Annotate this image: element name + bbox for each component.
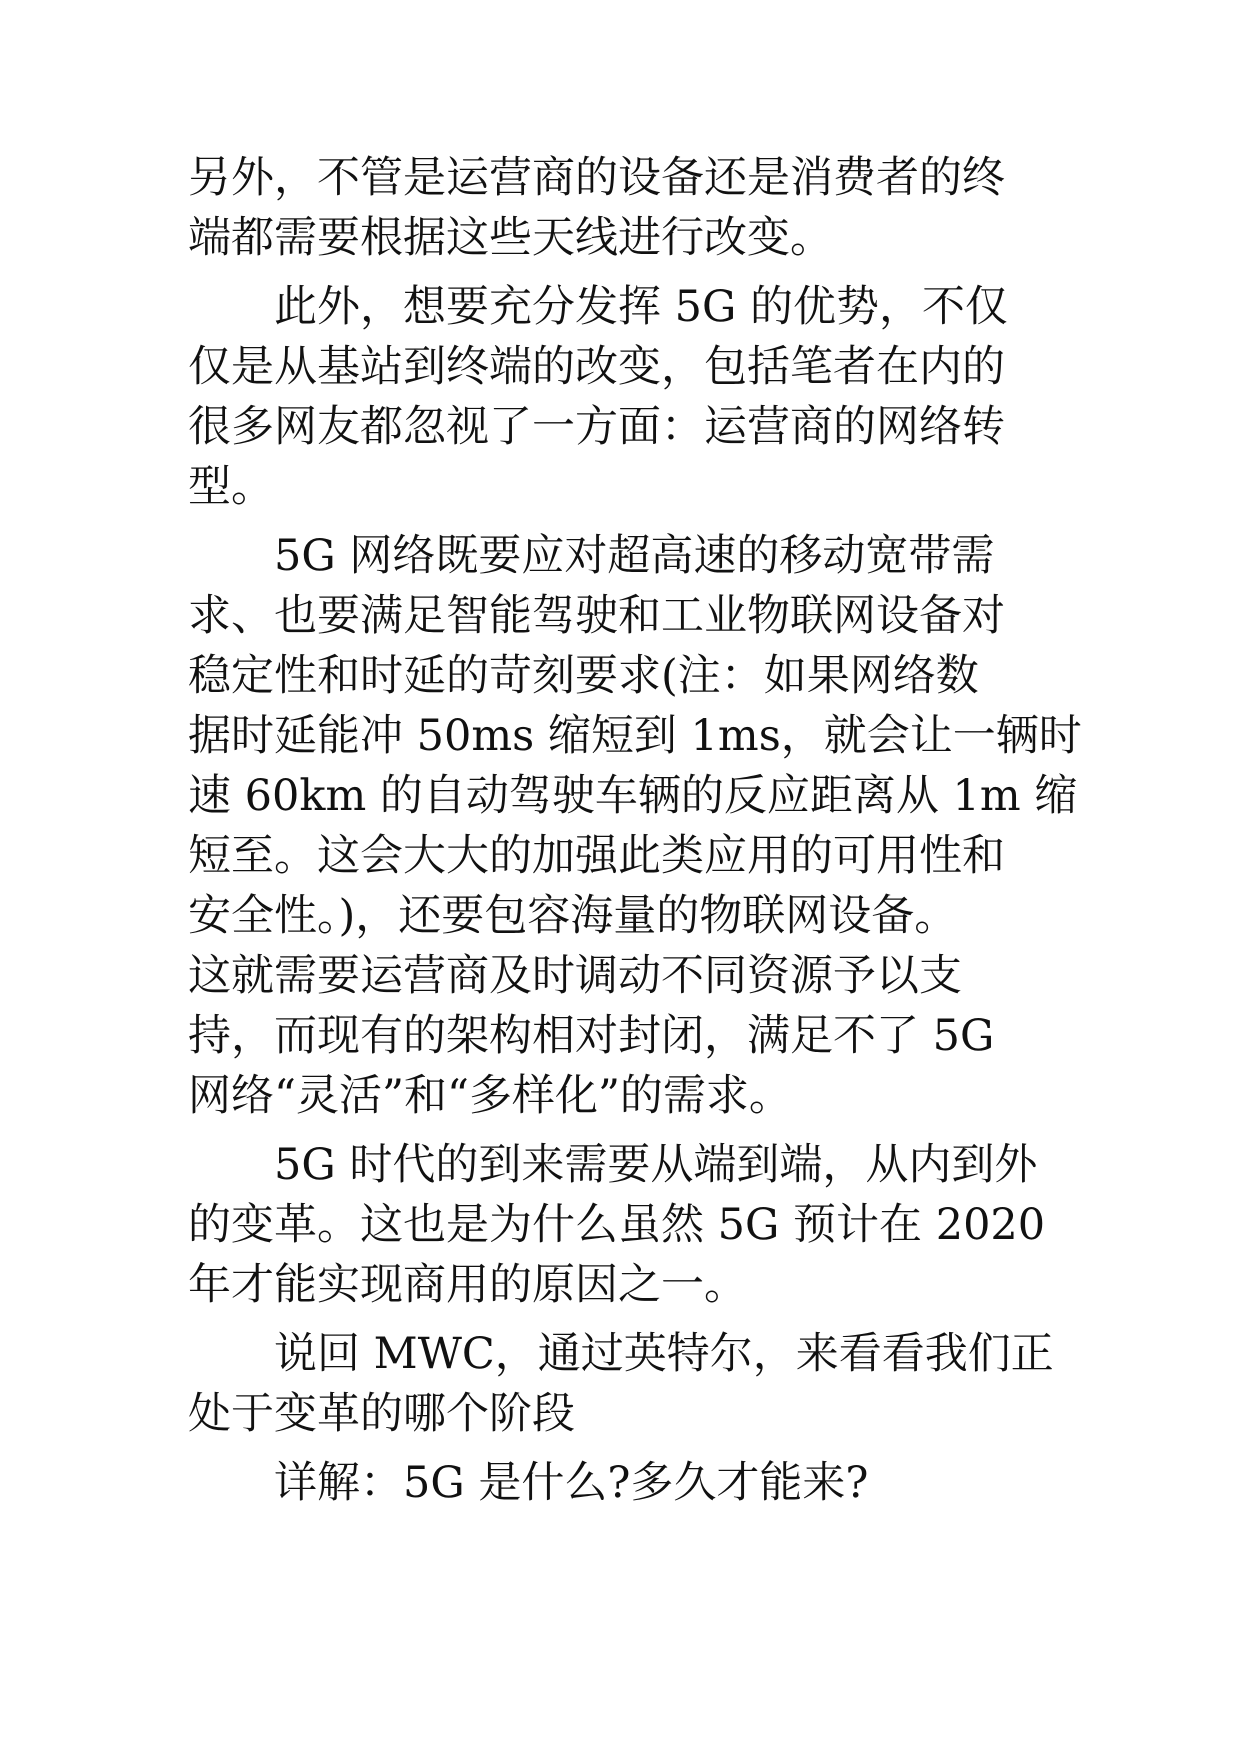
text-line: 端都需要根据这些天线进行改变。 xyxy=(188,213,833,263)
text-line: 此外，想要充分发挥 5G 的优势，不仅 xyxy=(274,282,1009,332)
text-line: 处于变革的哪个阶段 xyxy=(188,1389,575,1439)
text-line: 据时延能冲 50ms 缩短到 1ms，就会让一辆时 xyxy=(188,711,1082,761)
text-line: 年才能实现商用的原因之一。 xyxy=(188,1260,747,1310)
paragraph-6 xyxy=(188,1453,1058,1513)
text-line: 仅是从基站到终端的改变，包括笔者在内的 xyxy=(188,342,1005,392)
text-line: 安全性。)，还要包容海量的物联网设备。 xyxy=(188,891,958,941)
paragraph-4 xyxy=(188,1135,1058,1315)
text-line: 求、也要满足智能驾驶和工业物联网设备对 xyxy=(188,591,1005,641)
paragraph-1 xyxy=(188,148,1058,268)
text-line: 网络“灵活”和“多样化”的需求。 xyxy=(188,1071,792,1121)
text-line: 很多网友都忽视了一方面：运营商的网络转 xyxy=(188,402,1005,452)
text-line: 这就需要运营商及时调动不同资源予以支 xyxy=(188,951,962,1001)
text-line: 稳定性和时延的苛刻要求(注：如果网络数 xyxy=(188,651,979,701)
text-line: 型。 xyxy=(188,462,274,512)
text-line: 的变革。这也是为什么虽然 5G 预计在 2020 xyxy=(188,1200,1046,1250)
text-line: 短至。这会大大的加强此类应用的可用性和 xyxy=(188,831,1005,881)
text-line: 持，而现有的架构相对封闭，满足不了 5G xyxy=(188,1011,995,1061)
text-line: 另外，不管是运营商的设备还是消费者的终 xyxy=(188,153,1005,203)
text-line: 详解：5G 是什么?多久才能来? xyxy=(274,1458,869,1508)
paragraph-5 xyxy=(188,1324,1058,1444)
paragraph-3 xyxy=(188,526,1082,1126)
text-line: 5G 网络既要应对超高速的移动宽带需 xyxy=(274,531,995,581)
text-line: 速 60km 的自动驾驶车辆的反应距离从 1m 缩 xyxy=(188,771,1078,821)
text-line: 说回 MWC，通过英特尔，来看看我们正 xyxy=(274,1329,1054,1379)
text-line: 5G 时代的到来需要从端到端，从内到外 xyxy=(274,1140,1038,1190)
paragraph-2 xyxy=(188,277,1058,517)
document-body xyxy=(188,148,1082,1522)
